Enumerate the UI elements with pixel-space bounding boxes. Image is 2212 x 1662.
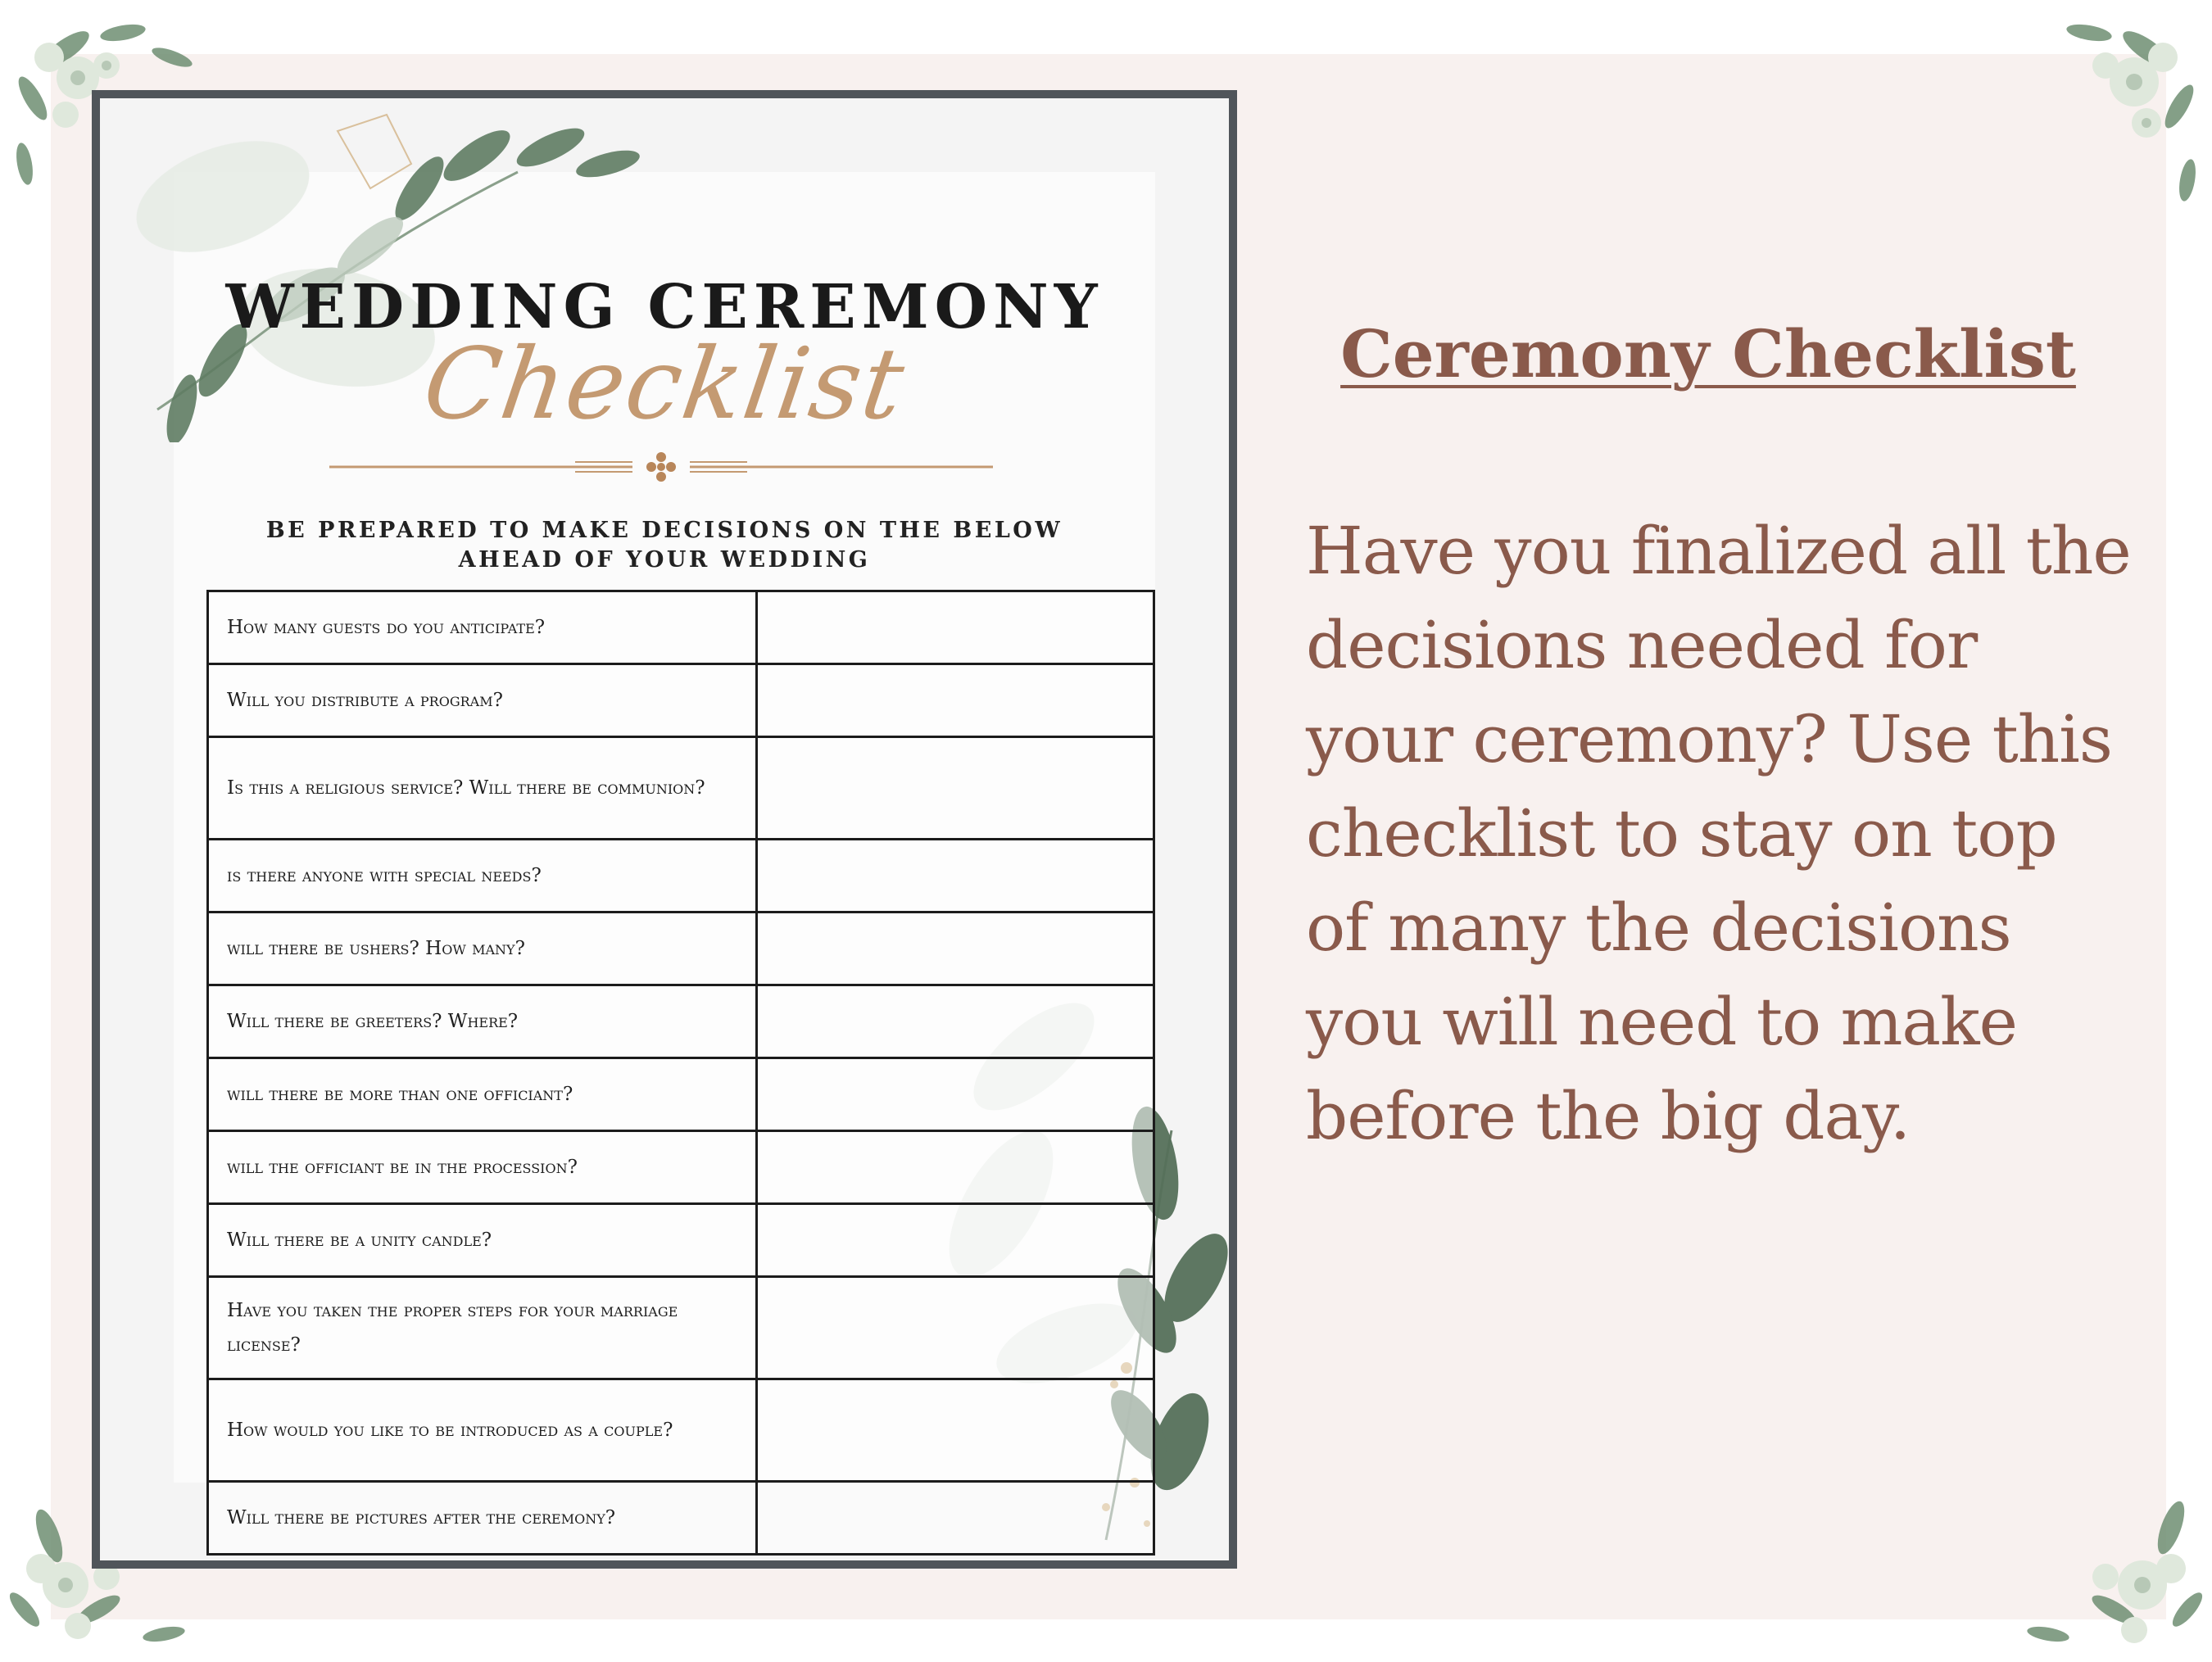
answer-cell[interactable] xyxy=(757,1379,1154,1482)
question-cell: will the officiant be in the procession? xyxy=(208,1131,757,1204)
document-script-title: Checklist xyxy=(416,328,913,442)
floral-corner-icon xyxy=(1966,1413,2212,1659)
question-cell: How would you like to be introduced as a couple? xyxy=(208,1379,757,1482)
table-row xyxy=(208,1204,1154,1277)
document-frame xyxy=(92,90,1237,1569)
question-cell: is there anyone with special needs? xyxy=(208,840,757,913)
question-cell: Will you distribute a program? xyxy=(208,664,757,737)
question-cell: Will there be a unity candle? xyxy=(208,1204,757,1277)
answer-cell[interactable] xyxy=(757,1131,1154,1204)
question-cell: How many guests do you anticipate? xyxy=(208,591,757,664)
answer-cell[interactable] xyxy=(757,840,1154,913)
document-subtitle: BE PREPARED TO MAKE DECISIONS ON THE BELOW AHEAD OF YOUR WEDDING xyxy=(265,518,1063,573)
answer-cell[interactable] xyxy=(757,664,1154,737)
checklist-page xyxy=(100,98,1229,1560)
table-row xyxy=(208,985,1154,1058)
side-heading: Ceremony Checklist xyxy=(1340,315,2076,392)
answer-cell[interactable] xyxy=(757,985,1154,1058)
side-description: Have you finalized all the decisions needed for your ceremony? Use this checklist to stay on top of many the decisions you will need to make before the big day. xyxy=(1306,513,2131,1154)
question-cell: Have you taken the proper steps for your marriage license? xyxy=(208,1277,757,1379)
answer-cell[interactable] xyxy=(757,1482,1154,1555)
answer-cell[interactable] xyxy=(757,1058,1154,1131)
question-cell: will there be ushers? How many? xyxy=(208,913,757,985)
table-row xyxy=(208,1131,1154,1204)
table-row xyxy=(208,664,1154,737)
table-row xyxy=(208,1379,1154,1482)
answer-cell[interactable] xyxy=(757,1204,1154,1277)
table-row xyxy=(208,913,1154,985)
document-title: WEDDING CEREMONY xyxy=(225,272,1104,342)
table-row xyxy=(208,840,1154,913)
question-cell: Will there be pictures after the ceremony? xyxy=(208,1482,757,1555)
question-cell: will there be more than one officiant? xyxy=(208,1058,757,1131)
question-cell: Will there be greeters? Where? xyxy=(208,985,757,1058)
table-row xyxy=(208,591,1154,664)
divider-ornament-icon xyxy=(329,451,993,483)
answer-cell[interactable] xyxy=(757,1277,1154,1379)
table-row xyxy=(208,1277,1154,1379)
answer-cell[interactable] xyxy=(757,591,1154,664)
question-cell: Is this a religious service? Will there be communion? xyxy=(208,737,757,840)
table-row xyxy=(208,737,1154,840)
checklist-table xyxy=(206,590,1155,1556)
table-row xyxy=(208,1482,1154,1555)
answer-cell[interactable] xyxy=(757,913,1154,985)
answer-cell[interactable] xyxy=(757,737,1154,840)
table-row xyxy=(208,1058,1154,1131)
floral-corner-icon xyxy=(1966,0,2212,246)
